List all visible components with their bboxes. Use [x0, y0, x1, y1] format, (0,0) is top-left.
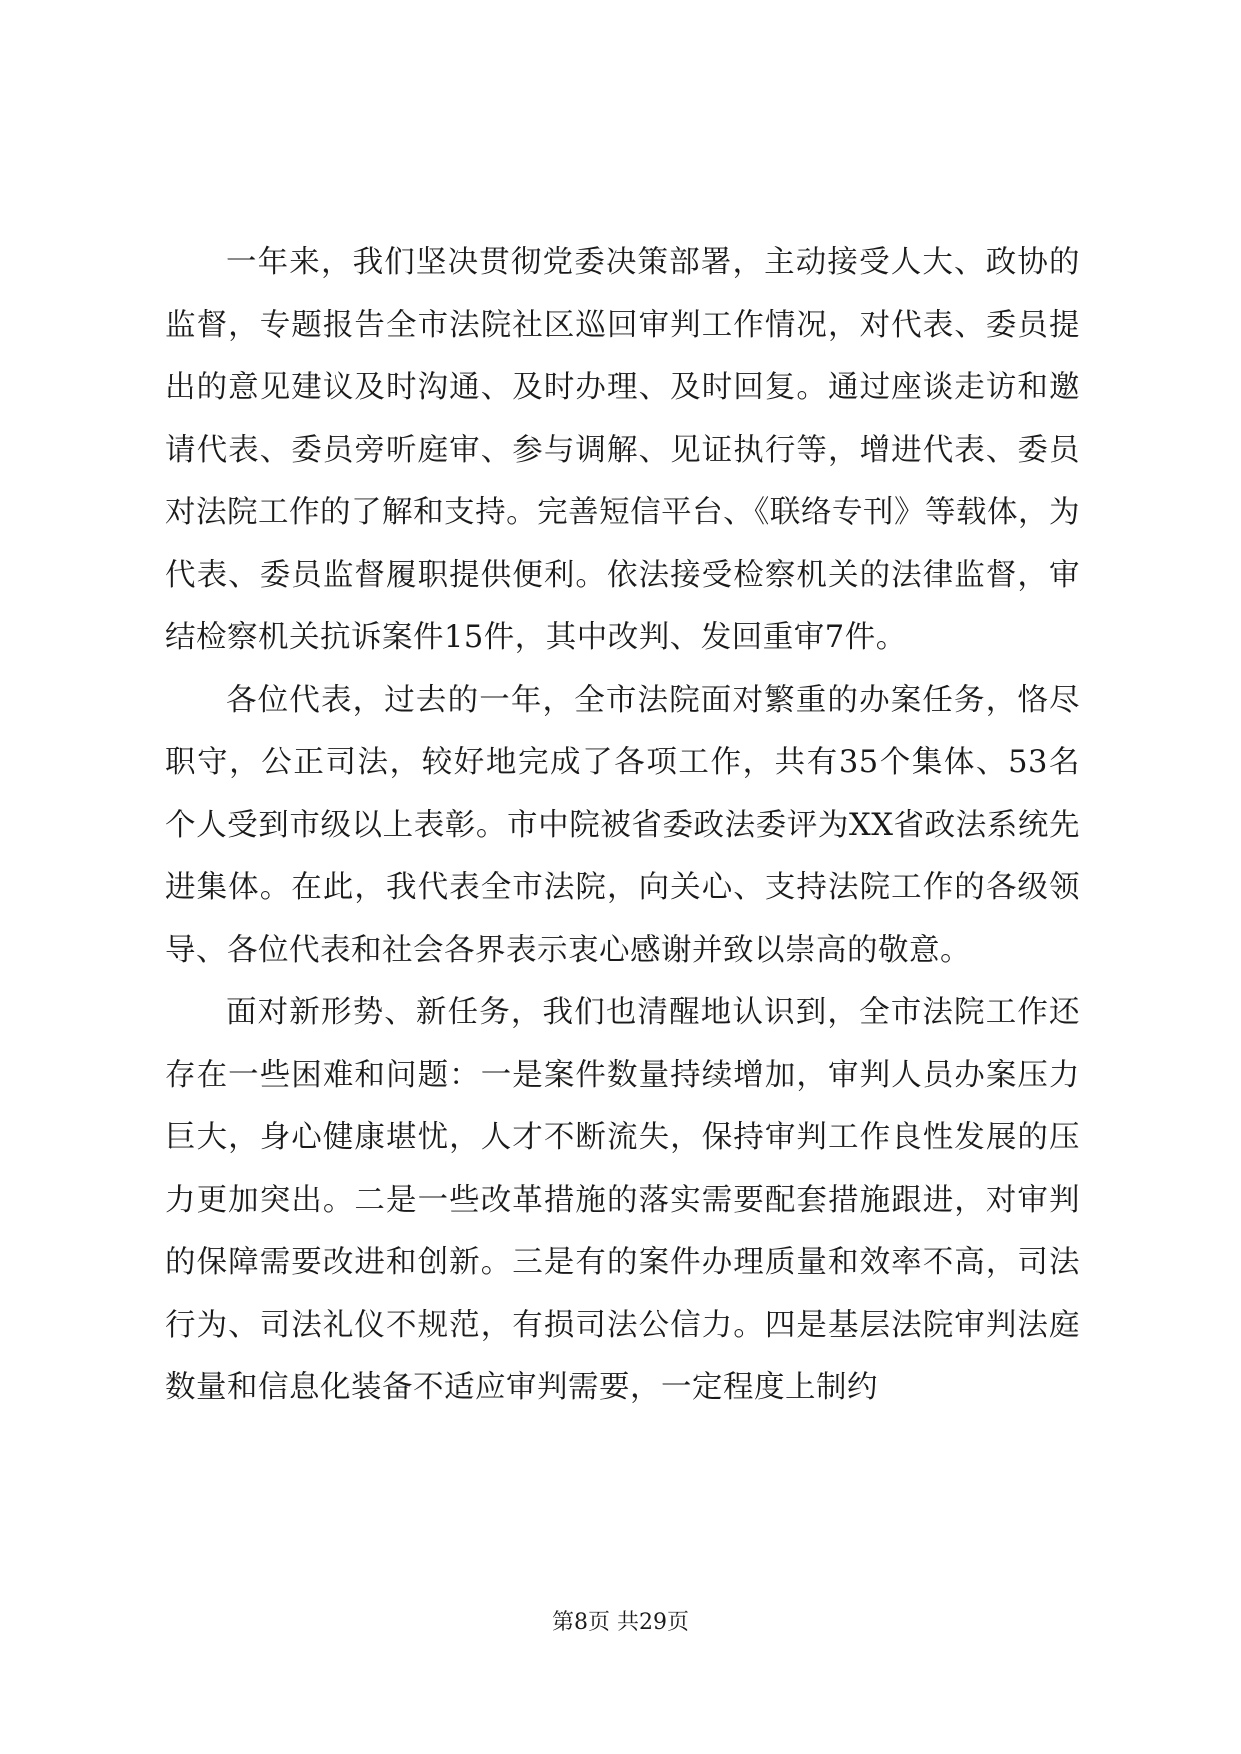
- page-number-footer: 第8页 共29页: [552, 1610, 689, 1635]
- document-body: [165, 232, 1080, 1420]
- paragraph-3: 面对新形势、新任务，我们也清醒地认识到，全市法院工作还存在一些困难和问题：一是案件数量持续增加，审判人员办案压力巨大，身心健康堪忧，人才不断流失，保持审判工作良性发展的压力更加突出。二是一些改革措施的落实需要配套措施跟进，对审判的保障需要改进和创新。三是有的案件办理质量和效率不高，司法行为、司法礼仪不规范，有损司法公信力。四是基层法院审判法庭数量和信息化装备不适应审判需要，一定程度上制约: [165, 995, 1080, 1405]
- paragraph-2: 各位代表，过去的一年，全市法院面对繁重的办案任务，恪尽职守，公正司法，较好地完成了各项工作，共有35个集体、53名个人受到市级以上表彰。市中院被省委政法委评为XX省政法系统先进集体。在此，我代表全市法院，向关心、支持法院工作的各级领导、各位代表和社会各界表示衷心感谢并致以崇高的敬意。: [165, 682, 1080, 968]
- paragraph-1: 一年来，我们坚决贯彻党委决策部署，主动接受人大、政协的监督，专题报告全市法院社区巡回审判工作情况，对代表、委员提出的意见建议及时沟通、及时办理、及时回复。通过座谈走访和邀请代表、委员旁听庭审、参与调解、见证执行等，增进代表、委员对法院工作的了解和支持。完善短信平台、《联络专刊》等载体，为代表、委员监督履职提供便利。依法接受检察机关的法律监督，审结检察机关抗诉案件15件，其中改判、发回重审7件。: [165, 245, 1080, 655]
